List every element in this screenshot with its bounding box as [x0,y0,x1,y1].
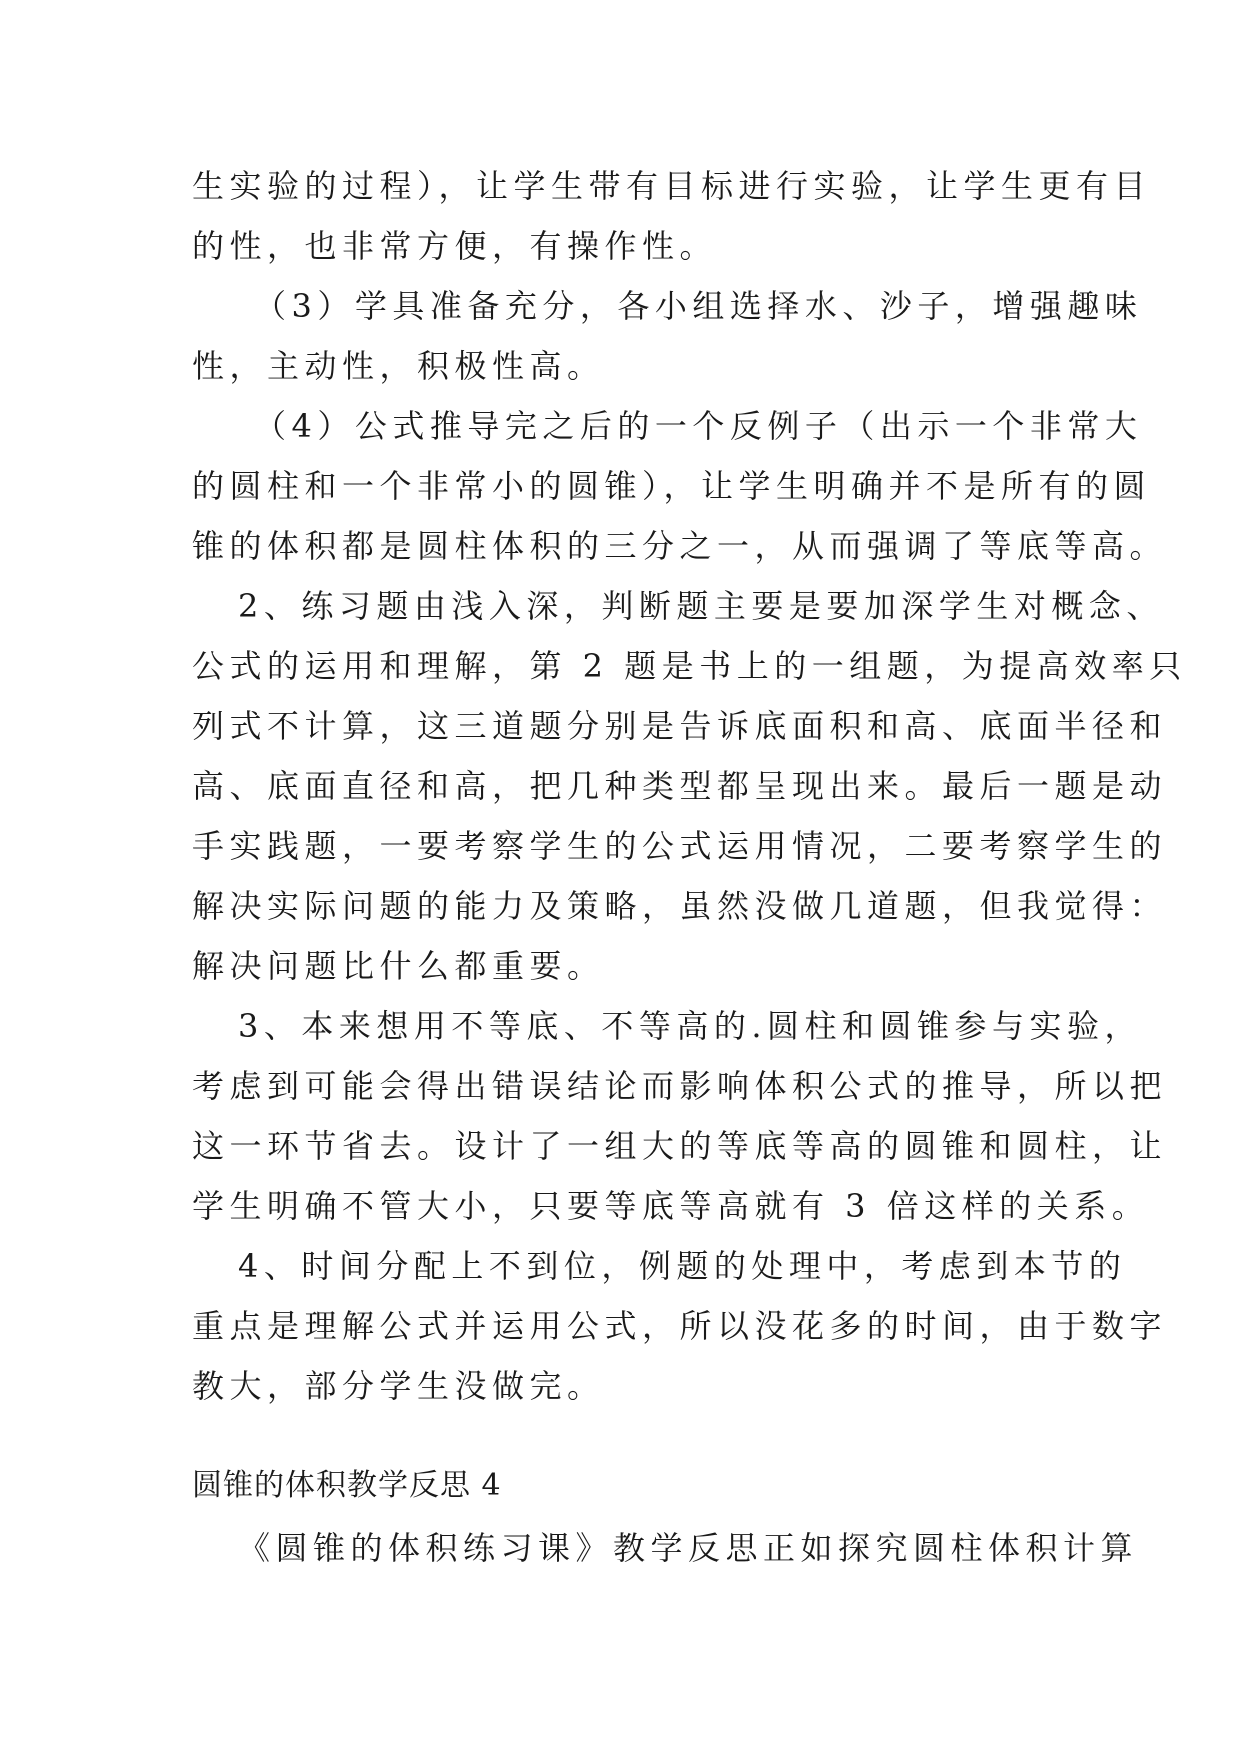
paragraph-line: 2、练习题由浅入深，判断题主要是要加深学生对概念、 [238,587,1164,625]
paragraph-line: 4、时间分配上不到位，例题的处理中，考虑到本节的 [238,1247,1127,1285]
paragraph-line: 高、底面直径和高，把几种类型都呈现出来。最后一题是动 [192,767,1168,805]
paragraph-line: 手实践题，一要考察学生的公式运用情况，二要考察学生的 [192,827,1168,865]
paragraph-line: 列式不计算，这三道题分别是告诉底面积和高、底面半径和 [192,707,1168,745]
paragraph-line: 锥的体积都是圆柱体积的三分之一，从而强调了等底等高。 [192,527,1168,565]
paragraph-line: 3、本来想用不等底、不等高的.圆柱和圆锥参与实验， [238,1007,1143,1045]
paragraph-line: 学生明确不管大小，只要等底等高就有 3 倍这样的关系。 [192,1187,1150,1225]
paragraph-line: 教大，部分学生没做完。 [192,1367,605,1405]
paragraph-line: （4）公式推导完之后的一个反例子（出示一个非常大 [254,407,1143,445]
paragraph-line: （3）学具准备充分，各小组选择水、沙子，增强趣味 [254,287,1143,325]
paragraph-line: 性，主动性，积极性高。 [192,347,605,385]
paragraph-line: 解决问题比什么都重要。 [192,947,605,985]
paragraph-line: 公式的运用和理解，第 2 题是书上的一组题，为提高效率只 [192,647,1187,685]
paragraph-line: 考虑到可能会得出错误结论而影响体积公式的推导，所以把 [192,1067,1168,1105]
section-title: 圆锥的体积教学反思 4 [192,1468,502,1503]
paragraph-line: 重点是理解公式并运用公式，所以没花多的时间，由于数字 [192,1307,1168,1345]
paragraph-line: 解决实际问题的能力及策略，虽然没做几道题，但我觉得： [192,887,1168,925]
paragraph-line: 《圆锥的体积练习课》教学反思正如探究圆柱体积计算 [238,1529,1139,1567]
paragraph-line: 这一环节省去。设计了一组大的等底等高的圆锥和圆柱，让 [192,1127,1168,1165]
paragraph-line: 生实验的过程），让学生带有目标进行实验，让学生更有目 [192,167,1152,205]
paragraph-line: 的圆柱和一个非常小的圆锥），让学生明确并不是所有的圆 [192,467,1152,505]
paragraph-line: 的性，也非常方便，有操作性。 [192,227,718,265]
